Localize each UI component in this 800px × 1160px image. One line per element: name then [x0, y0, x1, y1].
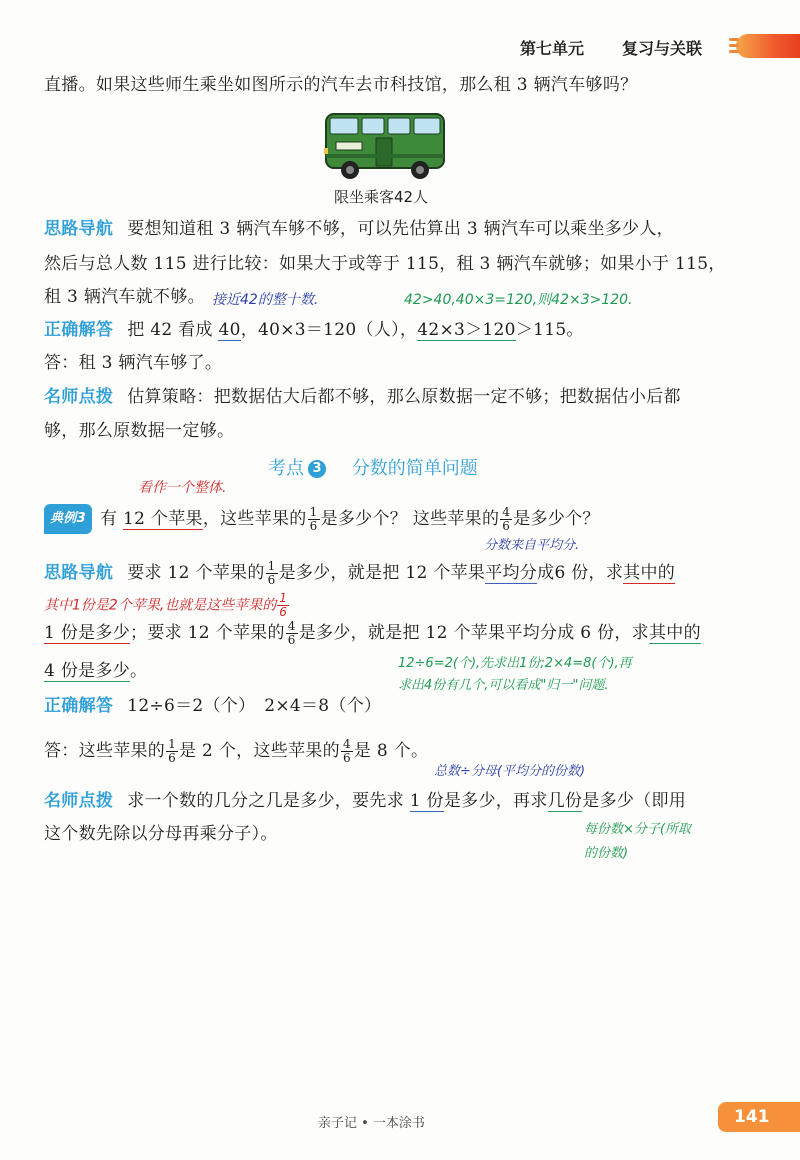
thinking-text: ；要求 12 个苹果的	[130, 623, 285, 643]
handwritten-note: 接近42的整十数.	[212, 292, 319, 308]
fraction-one-sixth	[166, 738, 178, 765]
tip-line-1	[44, 790, 686, 812]
handwritten-text: 其中1份是2个苹果,也就是这些苹果的	[44, 597, 277, 614]
conclusion	[44, 738, 428, 765]
answer-label: 正确解答	[44, 696, 114, 716]
thinking-label: 思路导航	[44, 219, 114, 239]
thinking-text: 成6 份，求	[537, 563, 624, 583]
unit-label: 第七单元	[520, 39, 585, 58]
thinking-text: 是多少，就是把 12 个苹果平均分成 6 份，求	[298, 623, 649, 643]
page-number: 141	[718, 1102, 800, 1132]
example-badge: 典例3	[44, 504, 92, 534]
answer-text: 把 42 看成	[127, 320, 219, 340]
question-text: ，这些苹果的	[202, 509, 307, 529]
header-accent-bar	[736, 34, 800, 58]
fraction-one-sixth	[277, 592, 289, 619]
question-text: 直播。如果这些师生乘坐如图所示的汽车去市科技馆，那么租 3 辆汽车够吗？	[44, 75, 638, 95]
tip-text: 求一个数的几分之几是多少，要先求	[127, 791, 410, 811]
thinking-line-1	[44, 218, 674, 240]
fraction-numerator: 4	[287, 619, 296, 633]
bus-icon	[322, 108, 450, 182]
thinking-underlined: 其中的	[623, 563, 676, 583]
handwritten-note: 每份数×分子(所取	[584, 822, 691, 837]
question-underlined: 12 个苹果	[122, 509, 203, 529]
fraction-numerator: 1	[168, 737, 177, 751]
thinking-underlined: 1 份是多少	[44, 623, 131, 643]
fraction-denominator: 6	[502, 519, 511, 533]
tip-label: 名师点拨	[44, 791, 114, 811]
fraction-denominator: 6	[168, 751, 177, 765]
header-stripe	[729, 50, 739, 53]
question-text: 是多少个？ 这些苹果的	[320, 509, 500, 529]
footer-brand: 亲子记 • 一本涂书	[318, 1116, 425, 1131]
handwritten-note: 42>40,40×3=120,则42×3>120.	[404, 292, 633, 308]
fraction-numerator: 1	[279, 591, 287, 605]
thinking-text: 要想知道租 3 辆汽车够不够，可以先估算出 3 辆汽车可以乘坐多少人，	[127, 219, 674, 239]
handwritten-note: 总数÷分母(平均分的份数)	[434, 764, 586, 779]
fraction-denominator: 6	[287, 633, 296, 647]
tip-text: 是多少，再求	[443, 791, 548, 811]
answer-line	[44, 319, 584, 341]
section-name: 分数的简单问题	[351, 458, 478, 479]
answer-line	[44, 695, 381, 717]
unit-title: 复习与关联	[622, 39, 703, 58]
fraction-numerator: 1	[309, 505, 318, 519]
fraction-denominator: 6	[279, 605, 287, 619]
fraction-one-sixth	[308, 506, 320, 533]
fraction-four-sixths	[341, 738, 353, 765]
handwritten-note: 分数来自平均分.	[484, 538, 580, 553]
thinking-line-2: 然后与总人数 115 进行比较：如果大于或等于 115，租 3 辆汽车就够；如果小于 115，	[44, 254, 726, 274]
fraction-denominator: 6	[309, 519, 318, 533]
bus-caption: 限坐乘客42人	[334, 188, 429, 206]
thinking-line-1	[44, 560, 675, 587]
section-prefix: 考点	[268, 458, 304, 479]
thinking-underlined: 4 份是多少	[44, 661, 131, 681]
tip-text: 是多少（即用	[582, 791, 687, 811]
conclusion: 答：租 3 辆汽车够了。	[44, 353, 223, 373]
thinking-line-3: 租 3 辆汽车就不够。	[44, 287, 205, 307]
fraction-four-sixths	[500, 506, 512, 533]
tip-line-1	[44, 386, 681, 408]
header-stripe	[729, 38, 739, 41]
handwritten-note: 的份数)	[584, 846, 629, 861]
fraction-one-sixth	[266, 560, 278, 587]
thinking-text: 是多少，就是把 12 个苹果	[278, 563, 486, 583]
question-text: 有	[99, 509, 123, 529]
answer-text: ，40×3＝120（人），	[240, 320, 418, 340]
tip-text: 估算策略：把数据估大后都不够，那么原数据一定不够；把数据估小后都	[127, 387, 681, 407]
question-text: 是多少个？	[513, 509, 600, 529]
thinking-text: 。	[130, 661, 148, 681]
handwritten-note: 看作一个整体.	[138, 480, 227, 496]
thinking-label: 思路导航	[44, 563, 114, 583]
answer-underlined: 40	[218, 320, 241, 340]
thinking-line-2	[44, 620, 701, 647]
thinking-underlined: 其中的	[648, 623, 701, 643]
handwritten-note: 求出4份有几个,可以看成"归一"问题.	[398, 678, 609, 693]
example-question	[44, 504, 600, 534]
section-title	[268, 454, 478, 480]
tip-underlined: 几份	[547, 791, 583, 811]
fraction-numerator: 4	[502, 505, 511, 519]
fraction-numerator: 1	[267, 559, 276, 573]
thinking-text: 要求 12 个苹果的	[127, 563, 265, 583]
thinking-line-3	[44, 660, 147, 682]
conclusion-text: 是 2 个，这些苹果的	[179, 741, 340, 761]
answer-text: 12÷6＝2（个） 2×4＝8（个）	[127, 696, 382, 716]
conclusion-text: 是 8 个。	[353, 741, 429, 761]
tip-line-2: 这个数先除以分母再乘分子）。	[44, 824, 278, 844]
fraction-four-sixths	[286, 620, 298, 647]
handwritten-note	[44, 592, 290, 619]
handwritten-note: 12÷6=2(个),先求出1份;2×4=8(个),再	[398, 656, 632, 671]
conclusion-text: 答：这些苹果的	[44, 741, 166, 761]
section-number: 3	[308, 460, 326, 478]
answer-text: ＞115。	[515, 320, 584, 340]
thinking-underlined: 平均分	[485, 563, 538, 583]
tip-label: 名师点拨	[44, 387, 114, 407]
fraction-denominator: 6	[342, 751, 351, 765]
fraction-denominator: 6	[267, 573, 276, 587]
answer-label: 正确解答	[44, 320, 114, 340]
answer-underlined: 42×3＞120	[417, 320, 516, 340]
tip-line-2: 够，那么原数据一定够。	[44, 421, 235, 441]
fraction-numerator: 4	[342, 737, 351, 751]
tip-underlined: 1 份	[409, 791, 444, 811]
header-stripe	[729, 44, 739, 47]
